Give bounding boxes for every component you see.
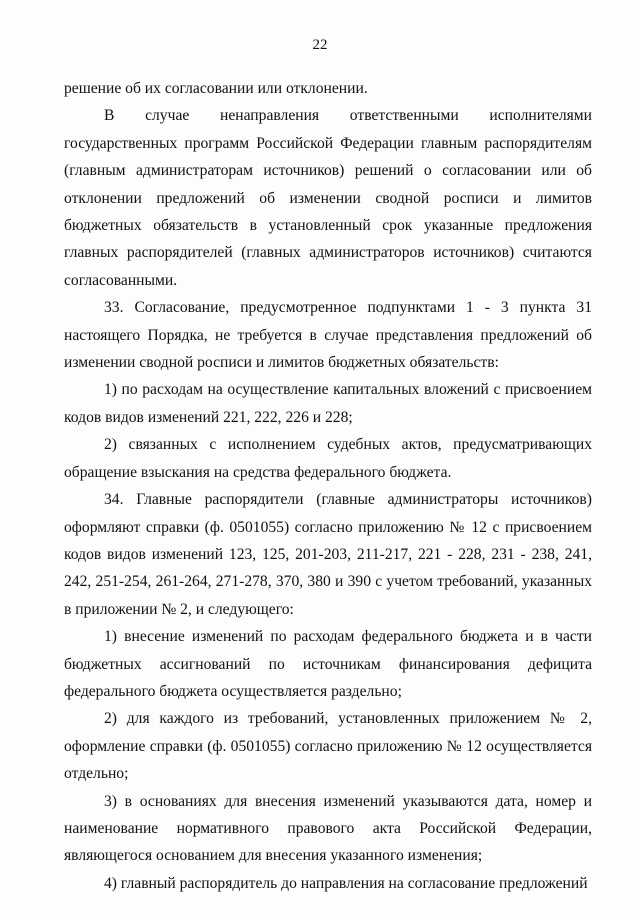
paragraph-item-34-sub-4: 4) главный распорядитель до направления на согласование предложений bbox=[104, 874, 588, 892]
paragraph-non-submission: В случае ненаправления ответственными исполнителями государственных программ Российской Федерации главным распорядителям (главным администраторам источников) решений о согласовании или об отклонении предложений об изменении сводной росписи и лимитов бюджетных обязательств в установленный срок указанные предложения главных распорядителей (главных администраторов источников) считаются согласованными. bbox=[64, 107, 592, 289]
paragraph-item-34-sub-2: 2) для каждого из требований, установленных приложением № 2, оформление справки (ф. 0501055) согласно приложению № 12 осуществляется отдельно; bbox=[64, 710, 592, 783]
paragraph-item-34-sub-3: 3) в основаниях для внесения изменений указываются дата, номер и наименование нормативного правового акта Российской Федерации, являющегося основанием для внесения указанного изменения; bbox=[64, 792, 592, 865]
body-text bbox=[64, 75, 592, 897]
page-number: 22 bbox=[312, 37, 328, 53]
paragraph-item-33-sub-1: 1) по расходам на осуществление капитальных вложений с присвоением кодов видов изменений 221, 222, 226 и 228; bbox=[64, 381, 592, 426]
paragraph-item-33: 33. Согласование, предусмотренное подпунктами 1 - 3 пункта 31 настоящего Порядка, не требуется в случае представления предложений об изменении сводной росписи и лимитов бюджетных обязательств: bbox=[64, 299, 592, 372]
paragraph-item-34-sub-1: 1) внесение изменений по расходам федерального бюджета и в части бюджетных ассигнований по источникам финансирования дефицита федерального бюджета осуществляется раздельно; bbox=[64, 628, 592, 700]
paragraph-continuation: решение об их согласовании или отклонении. bbox=[64, 80, 368, 97]
paragraph-item-34: 34. Главные распорядители (главные администраторы источников) оформляют справки (ф. 0501055) согласно приложению № 12 с присвоением кодов видов изменений 123, 125, 201-203, 211-217, 221 - 228, 231 - 238, 241, 242, 251-254, 261-264, 271-278, 370, 380 и 390 с учетом требований, указанных в приложении № 2, и следующего: bbox=[64, 491, 592, 618]
paragraph-item-33-sub-2: 2) связанных с исполнением судебных актов, предусматривающих обращение взыскания на средства федерального бюджета. bbox=[64, 436, 592, 481]
